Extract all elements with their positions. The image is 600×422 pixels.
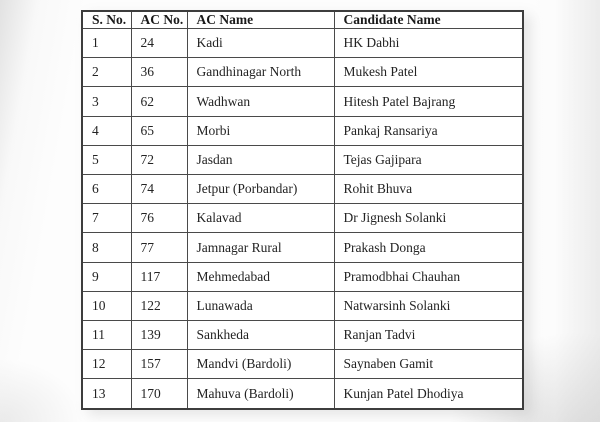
table-row xyxy=(82,145,523,174)
table-row xyxy=(82,262,523,291)
cell-ac-name: Sankheda xyxy=(187,321,334,350)
cell-sno: 12 xyxy=(82,350,131,379)
table-row xyxy=(82,233,523,262)
cell-ac-no: 24 xyxy=(131,29,187,58)
cell-candidate: Pankaj Ransariya xyxy=(334,116,523,145)
table-row xyxy=(82,116,523,145)
cell-ac-no: 72 xyxy=(131,145,187,174)
cell-ac-no: 74 xyxy=(131,175,187,204)
cell-candidate: Tejas Gajipara xyxy=(334,145,523,174)
cell-ac-name: Jamnagar Rural xyxy=(187,233,334,262)
table-header-row xyxy=(82,11,523,29)
cell-ac-name: Morbi xyxy=(187,116,334,145)
cell-candidate: Mukesh Patel xyxy=(334,58,523,87)
cell-ac-name: Jetpur (Porbandar) xyxy=(187,175,334,204)
cell-ac-name: Kadi xyxy=(187,29,334,58)
cell-ac-no: 170 xyxy=(131,379,187,409)
table-row xyxy=(82,87,523,116)
cell-candidate: Pramodbhai Chauhan xyxy=(334,262,523,291)
cell-candidate: Hitesh Patel Bajrang xyxy=(334,87,523,116)
cell-sno: 9 xyxy=(82,262,131,291)
cell-ac-name: Mehmedabad xyxy=(187,262,334,291)
cell-ac-no: 36 xyxy=(131,58,187,87)
cell-ac-name: Kalavad xyxy=(187,204,334,233)
cell-sno: 5 xyxy=(82,145,131,174)
cell-sno: 4 xyxy=(82,116,131,145)
cell-sno: 2 xyxy=(82,58,131,87)
cell-candidate: Natwarsinh Solanki xyxy=(334,291,523,320)
candidates-table xyxy=(81,10,524,410)
column-header-ac-no: AC No. xyxy=(131,11,187,29)
cell-candidate: HK Dabhi xyxy=(334,29,523,58)
table-row xyxy=(82,321,523,350)
cell-ac-no: 117 xyxy=(131,262,187,291)
table-row xyxy=(82,204,523,233)
cell-ac-name: Jasdan xyxy=(187,145,334,174)
table-row xyxy=(82,29,523,58)
table-row xyxy=(82,291,523,320)
column-header-sno: S. No. xyxy=(82,11,131,29)
cell-ac-name: Mandvi (Bardoli) xyxy=(187,350,334,379)
cell-sno: 6 xyxy=(82,175,131,204)
table-row xyxy=(82,350,523,379)
cell-candidate: Prakash Donga xyxy=(334,233,523,262)
cell-sno: 8 xyxy=(82,233,131,262)
cell-ac-no: 157 xyxy=(131,350,187,379)
cell-sno: 10 xyxy=(82,291,131,320)
cell-ac-name: Wadhwan xyxy=(187,87,334,116)
column-header-ac-name: AC Name xyxy=(187,11,334,29)
cell-candidate: Saynaben Gamit xyxy=(334,350,523,379)
cell-ac-no: 76 xyxy=(131,204,187,233)
cell-ac-no: 139 xyxy=(131,321,187,350)
cell-sno: 13 xyxy=(82,379,131,409)
cell-sno: 7 xyxy=(82,204,131,233)
cell-candidate: Kunjan Patel Dhodiya xyxy=(334,379,523,409)
cell-ac-no: 62 xyxy=(131,87,187,116)
column-header-candidate: Candidate Name xyxy=(334,11,523,29)
cell-ac-no: 122 xyxy=(131,291,187,320)
table-row xyxy=(82,379,523,409)
cell-candidate: Rohit Bhuva xyxy=(334,175,523,204)
cell-sno: 11 xyxy=(82,321,131,350)
cell-ac-no: 65 xyxy=(131,116,187,145)
table-row xyxy=(82,175,523,204)
cell-ac-name: Gandhinagar North xyxy=(187,58,334,87)
cell-sno: 1 xyxy=(82,29,131,58)
cell-ac-name: Mahuva (Bardoli) xyxy=(187,379,334,409)
cell-candidate: Ranjan Tadvi xyxy=(334,321,523,350)
cell-ac-no: 77 xyxy=(131,233,187,262)
cell-candidate: Dr Jignesh Solanki xyxy=(334,204,523,233)
table-row xyxy=(82,58,523,87)
cell-ac-name: Lunawada xyxy=(187,291,334,320)
cell-sno: 3 xyxy=(82,87,131,116)
